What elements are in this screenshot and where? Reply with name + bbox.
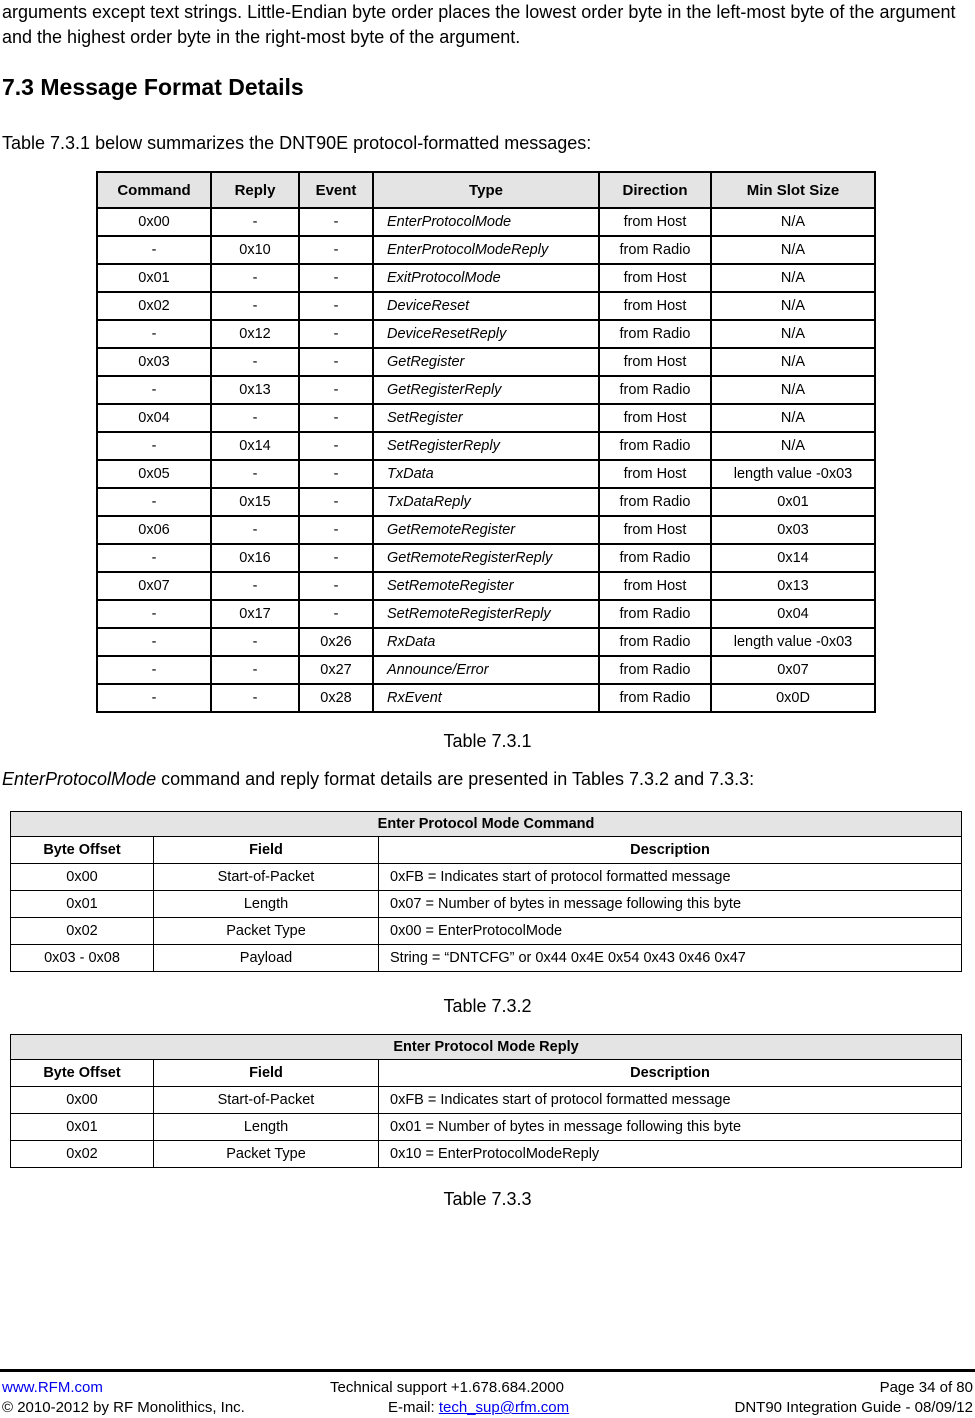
table-cell: 0x15 [211,488,299,516]
table-cell: N/A [711,404,875,432]
table-cell: EnterProtocolMode [373,208,599,236]
table-row [11,918,962,945]
table-row [97,432,875,460]
table-cell: - [299,236,373,264]
table-cell: String = “DNTCFG” or 0x44 0x4E 0x54 0x43 0x46 0x47 [379,945,962,972]
table-cell: from Radio [599,376,711,404]
footer-doc-title: DNT90 Integration Guide - 08/09/12 [734,1399,973,1416]
column-header: Type [373,172,599,208]
table-row [97,544,875,572]
table-cell: 0x03 [711,516,875,544]
table-cell: - [299,572,373,600]
table-cell: - [97,432,211,460]
table-cell: - [97,320,211,348]
table-cell: - [97,544,211,572]
table-cell: SetRemoteRegisterReply [373,600,599,628]
table-cell: 0x01 = Number of bytes in message following this byte [379,1114,962,1141]
table-cell: Length [154,891,379,918]
table-cell: Start-of-Packet [154,864,379,891]
table-cell: 0x07 [97,572,211,600]
table-cell: 0x10 [211,236,299,264]
column-header: Command [97,172,211,208]
table-cell: - [211,404,299,432]
table-cell: - [299,432,373,460]
table-cell: SetRegisterReply [373,432,599,460]
table-cell: 0x00 = EnterProtocolMode [379,918,962,945]
table-cell: DeviceResetReply [373,320,599,348]
table-cell: - [211,348,299,376]
table-row [97,488,875,516]
table-cell: - [211,684,299,712]
table-cell: SetRemoteRegister [373,572,599,600]
table-cell: - [299,460,373,488]
table-cell: Length [154,1114,379,1141]
table-cell: N/A [711,376,875,404]
table2-title: Enter Protocol Mode Command [11,812,962,837]
table-row [97,656,875,684]
table-cell: 0x16 [211,544,299,572]
table-cell: from Host [599,572,711,600]
table-cell: N/A [711,236,875,264]
table-cell: 0x02 [97,292,211,320]
table-cell: - [299,348,373,376]
table-cell: 0x13 [211,376,299,404]
table-cell: - [299,208,373,236]
table-cell: - [97,600,211,628]
table-cell: 0x10 = EnterProtocolModeReply [379,1141,962,1168]
table-row [11,1087,962,1114]
table-cell: Payload [154,945,379,972]
table-cell: GetRegisterReply [373,376,599,404]
table-cell: 0x04 [97,404,211,432]
column-header: Direction [599,172,711,208]
table-cell: - [97,376,211,404]
table-cell: N/A [711,292,875,320]
table-cell: TxDataReply [373,488,599,516]
table-cell: - [97,236,211,264]
table-cell: GetRegister [373,348,599,376]
table-cell: 0x01 [11,891,154,918]
column-header: Event [299,172,373,208]
table-cell: from Radio [599,236,711,264]
section-heading: 7.3 Message Format Details [2,74,304,100]
table-cell: - [299,600,373,628]
table-cell: N/A [711,264,875,292]
table-cell: 0x0D [711,684,875,712]
table-cell: from Host [599,404,711,432]
table-cell: RxData [373,628,599,656]
footer-website-link[interactable]: www.RFM.com [2,1379,103,1396]
table-cell: EnterProtocolModeReply [373,236,599,264]
table-cell: from Radio [599,656,711,684]
table-cell: 0x00 [97,208,211,236]
detail-intro-italic: EnterProtocolMode [2,769,157,789]
table-cell: 0x07 = Number of bytes in message following this byte [379,891,962,918]
table-row [97,572,875,600]
table-cell: 0x17 [211,600,299,628]
column-header: Byte Offset [11,1060,154,1087]
footer-support: Technical support +1.678.684.2000 [330,1379,564,1396]
table-row [97,404,875,432]
footer-email [388,1399,569,1416]
table-cell: Announce/Error [373,656,599,684]
column-header: Reply [211,172,299,208]
table-row [97,628,875,656]
table-row [97,376,875,404]
table-cell: 0x03 [97,348,211,376]
table-row [11,1141,962,1168]
column-header: Field [154,1060,379,1087]
detail-intro-rest: command and reply format details are presented in Tables 7.3.2 and 7.3.3: [156,769,755,789]
table-cell: 0x02 [11,1141,154,1168]
table-cell: 0x14 [211,432,299,460]
table-cell: - [299,376,373,404]
table-cell: Packet Type [154,918,379,945]
column-header: Field [154,837,379,864]
table-cell: - [211,460,299,488]
intro-paragraph: arguments except text strings. Little-Endian byte order places the lowest order byte in the left-most byte of the argument and the highest order byte in the right-most byte of the argument. [2,2,956,47]
table-cell: - [211,264,299,292]
table3-title: Enter Protocol Mode Reply [11,1035,962,1060]
footer-copyright: © 2010-2012 by RF Monolithics, Inc. [2,1399,245,1416]
table-row [11,891,962,918]
table-cell: GetRemoteRegister [373,516,599,544]
table-row [97,236,875,264]
table-cell: ExitProtocolMode [373,264,599,292]
table-cell: 0x13 [711,572,875,600]
table-cell: N/A [711,208,875,236]
table-cell: N/A [711,320,875,348]
table-cell: 0x00 [11,1087,154,1114]
table-cell: - [97,656,211,684]
table-row [97,208,875,236]
table-row [11,1114,962,1141]
table-row [97,516,875,544]
table-cell: from Radio [599,320,711,348]
footer-email-link[interactable]: tech_sup@rfm.com [438,1399,570,1416]
table3-caption: Table 7.3.3 [443,1189,532,1209]
table-cell: - [299,292,373,320]
table-row [97,460,875,488]
footer-divider [0,1369,975,1372]
table-cell: Packet Type [154,1141,379,1168]
table-intro: Table 7.3.1 below summarizes the DNT90E protocol-formatted messages: [2,133,592,153]
table-cell: from Host [599,516,711,544]
table-cell: - [97,488,211,516]
enter-protocol-reply-table [10,1034,962,1168]
table-cell: from Host [599,348,711,376]
table-cell: 0x05 [97,460,211,488]
table-cell: 0x26 [299,628,373,656]
table-cell: - [211,628,299,656]
table-cell: - [299,516,373,544]
table-cell: - [211,208,299,236]
enter-protocol-command-table [10,811,962,972]
table1-caption: Table 7.3.1 [443,731,532,751]
table-row [97,264,875,292]
column-header: Description [379,1060,962,1087]
table-cell: from Radio [599,600,711,628]
column-header: Byte Offset [11,837,154,864]
table-row [97,320,875,348]
table-cell: 0x06 [97,516,211,544]
table-cell: 0x12 [211,320,299,348]
table-cell: RxEvent [373,684,599,712]
table-cell: - [97,684,211,712]
table-cell: 0x14 [711,544,875,572]
table-cell: 0x07 [711,656,875,684]
table-cell: 0x00 [11,864,154,891]
table-cell: - [97,628,211,656]
table-cell: 0xFB = Indicates start of protocol formatted message [379,1087,962,1114]
table-cell: 0x04 [711,600,875,628]
table-cell: - [299,404,373,432]
table-cell: N/A [711,432,875,460]
table-cell: TxData [373,460,599,488]
table-cell: from Radio [599,684,711,712]
table-cell: 0x28 [299,684,373,712]
table-cell: N/A [711,348,875,376]
table-row [97,684,875,712]
table-cell: from Host [599,460,711,488]
table-cell: - [211,292,299,320]
table2-caption: Table 7.3.2 [443,996,532,1016]
footer-email-label: E-mail: [388,1399,439,1416]
table-cell: 0x27 [299,656,373,684]
table-cell: DeviceReset [373,292,599,320]
table-row [97,600,875,628]
table-cell: SetRegister [373,404,599,432]
table-cell: - [299,320,373,348]
table-row [11,864,962,891]
detail-intro [2,769,754,790]
table-cell: 0x01 [11,1114,154,1141]
table-cell: 0x01 [97,264,211,292]
table-cell: 0x01 [711,488,875,516]
table-cell: 0xFB = Indicates start of protocol formatted message [379,864,962,891]
footer-page-number: Page 34 of 80 [879,1379,973,1396]
table-cell: from Host [599,264,711,292]
column-header: Min Slot Size [711,172,875,208]
table-cell: from Radio [599,488,711,516]
table-cell: from Radio [599,628,711,656]
table-cell: - [299,488,373,516]
message-summary-table [96,171,876,713]
table-row [97,292,875,320]
table-cell: length value -0x03 [711,460,875,488]
table-cell: length value -0x03 [711,628,875,656]
table-cell: from Host [599,292,711,320]
table-cell: from Radio [599,544,711,572]
table-cell: - [299,544,373,572]
table-cell: 0x02 [11,918,154,945]
table-cell: - [211,516,299,544]
table-cell: - [211,572,299,600]
table-cell: 0x03 - 0x08 [11,945,154,972]
table-row [11,945,962,972]
table-cell: - [211,656,299,684]
table-cell: Start-of-Packet [154,1087,379,1114]
table-cell: - [299,264,373,292]
table-row [97,348,875,376]
table-cell: from Host [599,208,711,236]
table-cell: GetRemoteRegisterReply [373,544,599,572]
table-cell: from Radio [599,432,711,460]
column-header: Description [379,837,962,864]
